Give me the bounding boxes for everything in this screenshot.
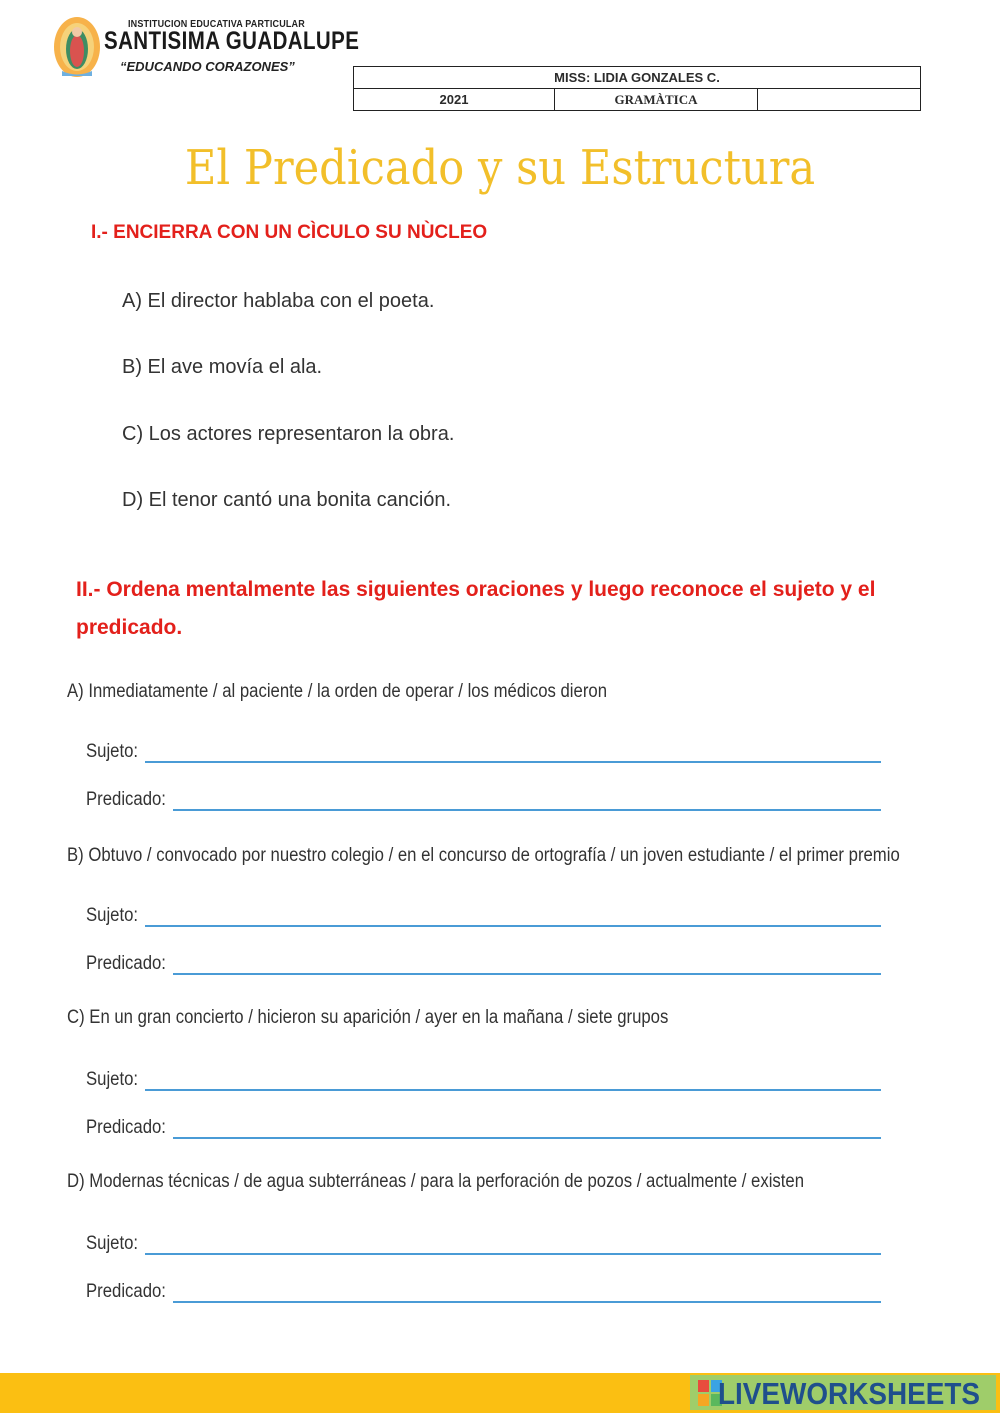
- exercise-a-prompt: A) Inmediatamente / al paciente / la orden de operar / los médicos dieron: [67, 681, 607, 702]
- teacher-name: MISS: LIDIA GONZALES C.: [354, 67, 921, 89]
- sentence-item[interactable]: B) El ave movía el ala.: [122, 356, 323, 378]
- school-type: INSTITUCION EDUCATIVA PARTICULAR: [128, 19, 305, 30]
- subject-label: Sujeto:: [86, 905, 139, 926]
- exercise-d-subject-input[interactable]: [145, 1253, 881, 1255]
- subject-label: Sujeto:: [86, 1233, 139, 1254]
- exercise-b-subject-input[interactable]: [145, 925, 881, 927]
- exercise-a-predicate-input[interactable]: [173, 809, 881, 811]
- exercise-b-predicate-input[interactable]: [173, 973, 881, 975]
- exercise-a-subject-input[interactable]: [145, 761, 881, 763]
- liveworksheets-brand[interactable]: LIVEWORKSHEETS: [718, 1376, 980, 1411]
- school-motto: “EDUCANDO CORAZONES”: [120, 59, 295, 74]
- exercise-d-predicate-input[interactable]: [173, 1301, 881, 1303]
- subject: GRAMÀTICA: [555, 89, 758, 111]
- exercise-d-prompt: D) Modernas técnicas / de agua subterráneas / para la perforación de pozos / actualmente / existen: [67, 1171, 805, 1192]
- exercise-c-prompt: C) En un gran concierto / hicieron su aparición / ayer en la mañana / siete grupos: [67, 1007, 669, 1028]
- exercise-b-prompt: B) Obtuvo / convocado por nuestro colegio / en el concurso de ortografía / un joven estudiante / el primer premio: [67, 845, 900, 866]
- worksheet-title: El Predicado y su Estructura: [184, 140, 816, 196]
- section-1-heading: I.- ENCIERRA CON UN CÌCULO SU NÙCLEO: [91, 222, 488, 243]
- sentence-item[interactable]: C) Los actores representaron la obra.: [122, 423, 455, 445]
- predicate-label: Predicado:: [86, 953, 166, 974]
- header-info-table: [353, 66, 921, 111]
- section-2-heading: II.- Ordena mentalmente las siguientes oraciones y luego reconoce el sujeto y el predicado.: [76, 578, 876, 639]
- blank-cell: [758, 89, 921, 111]
- sentence-item[interactable]: D) El tenor cantó una bonita canción.: [122, 489, 452, 511]
- exercise-c-subject-input[interactable]: [145, 1089, 881, 1091]
- subject-label: Sujeto:: [86, 741, 139, 762]
- subject-label: Sujeto:: [86, 1069, 139, 1090]
- sentence-item[interactable]: A) El director hablaba con el poeta.: [122, 290, 435, 312]
- virgin-guadalupe-logo-icon: [52, 16, 102, 78]
- exercise-c-predicate-input[interactable]: [173, 1137, 881, 1139]
- predicate-label: Predicado:: [86, 1117, 166, 1138]
- predicate-label: Predicado:: [86, 1281, 166, 1302]
- year: 2021: [354, 89, 555, 111]
- school-name: SANTISIMA GUADALUPE: [104, 27, 360, 55]
- predicate-label: Predicado:: [86, 789, 166, 810]
